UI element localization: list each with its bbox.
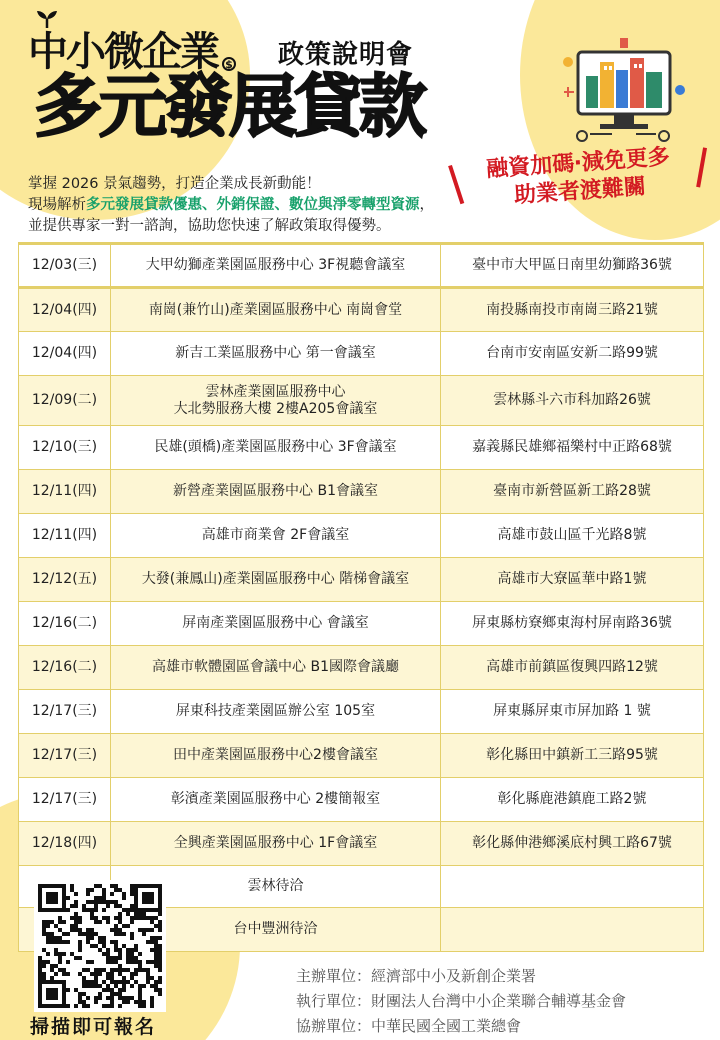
event-venue: 屏南產業園區服務中心 會議室 [111,602,441,646]
event-venue: 大發(兼鳳山)產業園區服務中心 階梯會議室 [111,558,441,602]
event-date: 12/17(三) [19,690,111,734]
event-date: 12/04(四) [19,332,111,376]
brand-top: 中小微企業 $ [28,20,218,77]
qr-label: 掃描即可報名 [30,1016,157,1038]
digital-city-icon [560,32,688,152]
event-date: 12/17(三) [19,734,111,778]
event-address [441,866,704,908]
event-address: 台南市安南區安新二路99號 [441,332,704,376]
event-date: 12/03(三) [19,244,111,288]
event-address: 高雄市前鎮區復興四路12號 [441,646,704,690]
table-row [19,288,704,332]
event-date: 12/18(四) [19,822,111,866]
table-row [19,514,704,558]
event-date: 12/12(五) [19,558,111,602]
intro-line-1: 掌握 2026 景氣趨勢，打造企業成長新動能！ [28,176,321,192]
event-venue: 台中豐洲待洽 [111,908,441,952]
table-row [19,734,704,778]
event-venue: 新吉工業區服務中心 第一會議室 [111,332,441,376]
event-address: 屏東縣枋寮鄉東海村屏南路36號 [441,602,704,646]
table-row [19,602,704,646]
event-venue: 雲林待洽 [111,866,441,908]
event-address: 高雄市大寮區華中路1號 [441,558,704,602]
intro-line-2: 現場解析多元發展貸款優惠、外銷保證、數位與淨零轉型資源， [28,197,434,213]
page-subtitle: 政策說明會 [278,40,414,70]
event-address: 彰化縣伸港鄉溪底村興工路67號 [441,822,704,866]
organizer-info [296,964,626,1039]
organizer-host: 主辦單位：經濟部中小及新創企業署 [296,967,537,985]
event-address: 臺中市大甲區日南里幼獅路36號 [441,244,704,288]
intro-text [28,174,528,237]
event-venue: 大甲幼獅產業園區服務中心 3F視聽會議室 [111,244,441,288]
table-row [19,426,704,470]
event-date: 12/16(二) [19,646,111,690]
event-venue: 南崗(兼竹山)產業園區服務中心 南崗會堂 [111,288,441,332]
event-date: 12/11(四) [19,514,111,558]
table-row [19,332,704,376]
organizer-executor: 執行單位：財團法人台灣中小企業聯合輔導基金會 [296,992,627,1010]
event-venue: 全興產業園區服務中心 1F會議室 [111,822,441,866]
page-title: 多元發展貸款 [34,68,425,147]
event-date: 12/10(三) [19,426,111,470]
event-venue: 彰濱產業園區服務中心 2樓簡報室 [111,778,441,822]
organizer-co-host: 協辦單位：中華民國全國工業總會 [296,1017,522,1035]
event-date: 12/16(二) [19,602,111,646]
schedule-table [18,242,704,952]
event-address: 嘉義縣民雄鄉福樂村中正路68號 [441,426,704,470]
event-date: 12/09(二) [19,376,111,426]
event-venue: 田中產業園區服務中心2樓會議室 [111,734,441,778]
table-row [19,822,704,866]
event-date: 12/11(四) [19,470,111,514]
dollar-coin-icon: $ [222,57,236,71]
intro-line-3: 並提供專家一對一諮詢，協助您快速了解政策取得優勢。 [28,218,391,234]
table-row [19,470,704,514]
event-address: 雲林縣斗六市科加路26號 [441,376,704,426]
slogan-line-1: 融資加碼‧減免更多 [485,144,671,183]
qr-code-graphic [34,880,166,1012]
event-venue: 屏東科技產業園區辦公室 105室 [111,690,441,734]
event-address: 南投縣南投市南崗三路21號 [441,288,704,332]
event-venue: 高雄市軟體園區會議中心 B1國際會議廳 [111,646,441,690]
table-row [19,778,704,822]
event-venue: 民雄(頭橋)產業園區服務中心 3F會議室 [111,426,441,470]
intro-highlight: 多元發展貸款優惠、外銷保證、數位與淨零轉型資源 [86,197,420,213]
event-address: 彰化縣鹿港鎮鹿工路2號 [441,778,704,822]
event-address: 臺南市新營區新工路28號 [441,470,704,514]
slogan-line-2: 助業者渡難關 [513,173,647,209]
event-address [441,908,704,952]
event-venue: 新營產業園區服務中心 B1會議室 [111,470,441,514]
event-venue: 雲林產業園區服務中心 大北勢服務大樓 2樓A205會議室 [111,376,441,426]
event-address: 彰化縣田中鎮新工三路95號 [441,734,704,778]
event-venue: 高雄市商業會 2F會議室 [111,514,441,558]
table-row [19,690,704,734]
table-row [19,646,704,690]
event-address: 高雄市鼓山區千光路8號 [441,514,704,558]
event-date: 12/17(三) [19,778,111,822]
table-row [19,244,704,288]
table-row [19,558,704,602]
qr-code-icon[interactable] [34,880,166,1012]
table-row [19,376,704,426]
event-date: 12/04(四) [19,288,111,332]
event-address: 屏東縣屏東市屏加路 1 號 [441,690,704,734]
